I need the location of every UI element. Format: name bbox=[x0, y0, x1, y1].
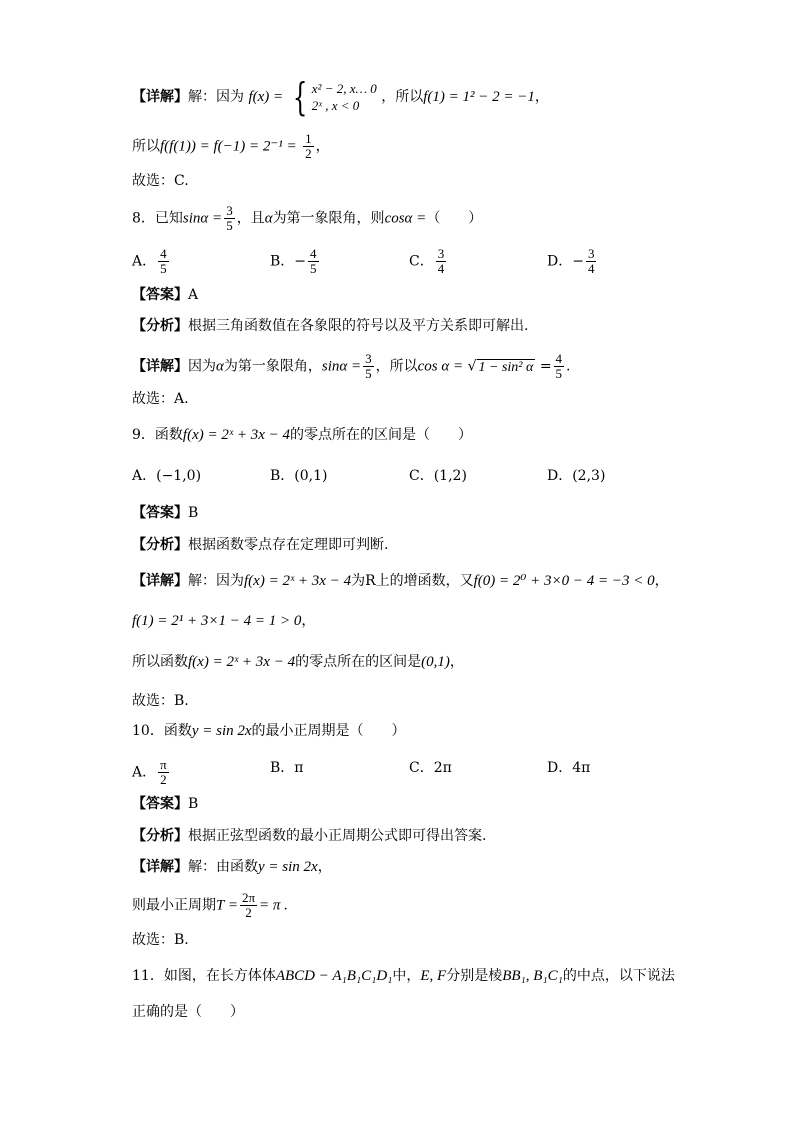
fraction: $\frac{1}{2}$ bbox=[305, 131, 312, 161]
q8-stem: 8．已知sinα = $\frac{3}{5}$ ，且α为第一象限角，则cosα =（ ） bbox=[132, 203, 483, 233]
q10-option-d: D．4π bbox=[547, 760, 591, 776]
q8-option-b: B．− $\frac{4}{5}$ bbox=[270, 246, 317, 276]
q8-analysis: 【分析】根据三角函数值在各象限的符号以及平方关系即可解出. bbox=[132, 318, 529, 334]
q8-option-d: D．− $\frac{3}{4}$ bbox=[547, 246, 595, 276]
q7-detail-line: 【详解】解：因为 f(x) = { x² − 2, x… 0 2ˣ , x < 0 ，所以f(1) = 1² − 2 = −1， bbox=[132, 75, 549, 119]
q9-choice: 故选：B. bbox=[132, 693, 189, 709]
detail-tag: 【详解】 bbox=[132, 89, 188, 105]
q7-choice: 故选：C. bbox=[132, 173, 189, 189]
q8-choice: 故选：A. bbox=[132, 391, 189, 407]
q9-analysis: 【分析】根据函数零点存在定理即可判断. bbox=[132, 537, 389, 553]
q7-detail-line-2: 所以f(f(1)) = f(−1) = 2⁻¹ = $\frac{1}{2}$ ， bbox=[132, 131, 330, 161]
q11-stem-line-2: 正确的是（ ） bbox=[132, 1004, 244, 1020]
q11-stem: 11．如图，在长方体体ABCD − A₁B₁C₁D₁中，E, F分别是棱BB₁, B₁C₁的中点，以下说法 bbox=[132, 968, 675, 984]
q9-answer: 【答案】B bbox=[132, 505, 199, 521]
q10-stem: 10．函数y = sin 2x的最小正周期是（ ） bbox=[132, 723, 406, 739]
q8-option-a: A． $\frac{4}{5}$ bbox=[132, 246, 167, 276]
q10-detail-line-2: 则最小正周期T = $\frac{2\pi}{2}$ = π . bbox=[132, 890, 288, 920]
q10-option-a: A． $\frac{\pi}{2}$ bbox=[132, 757, 167, 787]
q10-answer: 【答案】B bbox=[132, 796, 199, 812]
q9-detail-line-3: 所以函数f(x) = 2ˣ + 3x − 4的零点所在的区间是(0,1)， bbox=[132, 654, 464, 670]
q10-choice: 故选：B. bbox=[132, 932, 189, 948]
piecewise-function: { x² − 2, x… 0 2ˣ , x < 0 bbox=[292, 75, 377, 119]
q9-option-c: C．(1,2) bbox=[409, 468, 467, 484]
q10-detail: 【详解】解：由函数y = sin 2x， bbox=[132, 859, 332, 875]
q9-option-b: B．(0,1) bbox=[270, 468, 328, 484]
q9-option-a: A．(−1,0) bbox=[132, 468, 202, 484]
q9-detail: 【详解】解：因为f(x) = 2ˣ + 3x − 4为R上的增函数，又f(0) = 2⁰ + 3×0 − 4 = −3 < 0， bbox=[132, 573, 669, 589]
q8-detail: 【详解】因为α为第一象限角，sinα = $\frac{3}{5}$ ，所以cos α = √ 1 − sin² α = $\frac{4}{5}$ . bbox=[132, 351, 571, 381]
q10-analysis: 【分析】根据正弦型函数的最小正周期公式即可得出答案. bbox=[132, 828, 487, 844]
q10-option-c: C．2π bbox=[409, 760, 452, 776]
q8-answer: 【答案】A bbox=[132, 287, 199, 303]
q9-detail-line-2: f(1) = 2¹ + 3×1 − 4 = 1 > 0， bbox=[132, 613, 316, 629]
q8-option-c: C． $\frac{3}{4}$ bbox=[409, 246, 445, 276]
q9-stem: 9．函数f(x) = 2ˣ + 3x − 4的零点所在的区间是（ ） bbox=[132, 427, 472, 443]
q9-option-d: D．(2,3) bbox=[547, 468, 606, 484]
q10-option-b: B．π bbox=[270, 760, 304, 776]
